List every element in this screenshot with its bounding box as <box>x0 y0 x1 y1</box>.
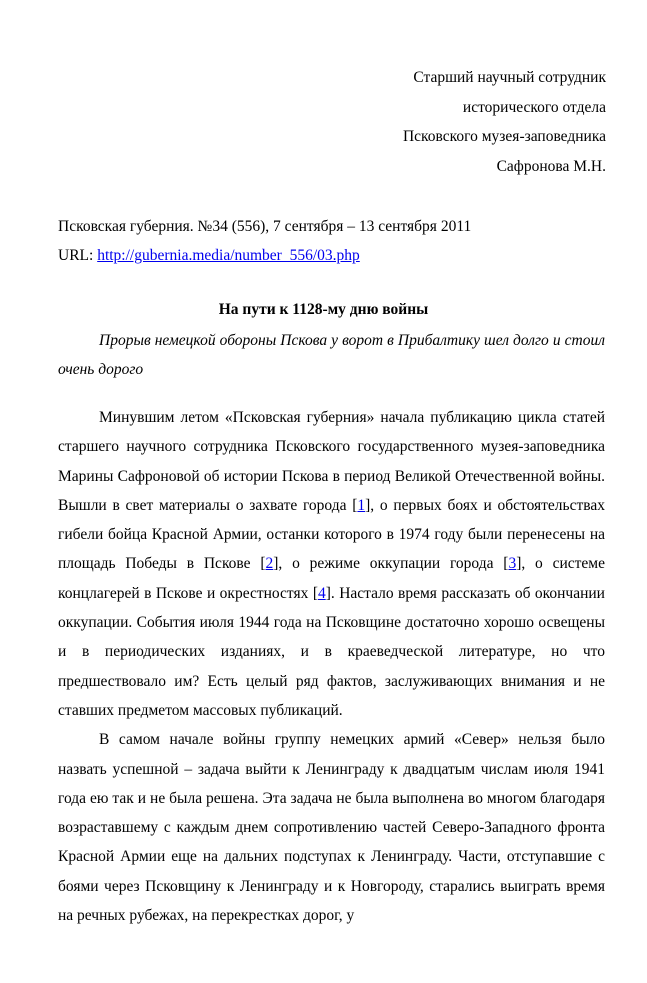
author-block <box>403 63 606 181</box>
paragraph-1 <box>58 403 605 725</box>
source-url-line <box>58 241 471 270</box>
article-lead: Прорыв немецкой обороны Пскова у ворот в Прибалтику шел долго и стоил очень дорого <box>58 332 605 378</box>
reference-link-2[interactable]: 2 <box>265 555 274 573</box>
reference-link-3[interactable]: 3 <box>508 555 517 573</box>
author-name: Сафронова М.Н. <box>496 157 606 175</box>
article-title: На пути к 1128-му дню войны <box>218 301 429 318</box>
paragraph-1-text-4: ], о системе концлагерей в Пскове и окрестностях [ <box>58 555 605 602</box>
url-label: URL: <box>58 247 98 264</box>
paragraph-1-text-3: ], о режиме оккупации города [ <box>273 555 509 573</box>
source-block <box>58 212 471 270</box>
paragraph-1-text-1: Минувшим летом «Псковская губерния» начала публикацию цикла статей старшего научного сотрудника Псковского государственного музея-заповедника Марины Сафроновой об истории Пскова в период Великой Отечественной войны. Вышли в свет материалы о захвате города [ <box>58 409 605 514</box>
source-citation: Псковская губерния. №34 (556), 7 сентября – 13 сентября 2011 <box>58 218 472 235</box>
paragraph-1-text-2: ], о первых боях и обстоятельствах гибели бойца Красной Армии, останки которого в 1974 году были перенесены на площадь Победы в Пскове [ <box>58 496 606 573</box>
article-body <box>58 403 605 930</box>
paragraph-1-text-5: ]. Настало время рассказать об окончании оккупации. События июля 1944 года на Псковщине достаточно хорошо освещены и в периодических изданиях, и в краеведческой литературе, но что предшествовало им? Есть целый ряд фактов, заслуживающих внимания и не ставших предметом массовых публикаций. <box>58 584 605 719</box>
author-organization: Псковского музея-заповедника <box>402 128 606 145</box>
paragraph-2: В самом начале войны группу немецких армий «Север» нельзя было назвать успешной – задача выйти к Ленинграду к двадцатым числам июля 1941 года ею так и не была решена. Эта задача не была выполнена во многом благодаря возраставшему с каждым днем сопротивлению частей Северо-Западного фронта Красной Армии еще на дальних подступах к Ленинграду. Части, отступавшие с боями через Псковщину к Ленинграду и к Новгороду, старались выиграть время на речных рубежах, на перекрестках дорог, у <box>58 731 605 925</box>
author-department: исторического отдела <box>462 98 606 116</box>
source-url-link[interactable]: http://gubernia.media/number_556/03.php <box>97 247 360 264</box>
author-position: Старший научный сотрудник <box>413 69 606 86</box>
reference-link-4[interactable]: 4 <box>317 584 326 602</box>
reference-link-1[interactable]: 1 <box>357 496 366 514</box>
